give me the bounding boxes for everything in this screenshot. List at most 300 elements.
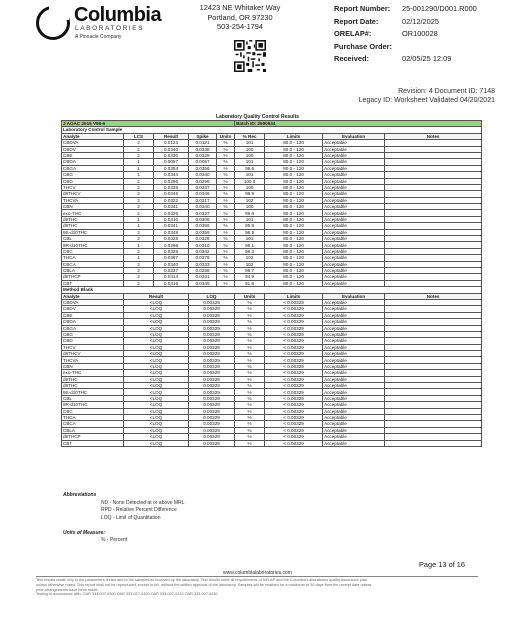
analyte-cell: CBCA: [62, 421, 124, 427]
units-cell: %: [217, 191, 235, 197]
evaluation-cell: Acceptable: [323, 421, 385, 427]
limit-high: 120: [296, 140, 304, 146]
limit-low: 80.0: [283, 153, 293, 159]
analyte-cell: d9THC: [62, 216, 124, 222]
loq-cell: 0.00329: [189, 427, 235, 433]
units-cell: %: [235, 299, 265, 305]
loq-cell: 0.00329: [189, 299, 235, 305]
lcs-cell: 1: [124, 255, 154, 261]
limits-cell: < 0.00329: [265, 389, 323, 395]
batch-id: Batch ID: 2500934: [235, 121, 482, 127]
lcs-cell: 2: [124, 140, 154, 146]
analyte-cell: exo-THC: [62, 370, 124, 376]
limits-cell: < 0.00329: [265, 395, 323, 401]
loq-cell: 0.00329: [189, 312, 235, 318]
limit-high: 120: [296, 172, 304, 178]
evaluation-cell: Acceptable: [323, 184, 385, 190]
limits-cell: < 0.00329: [265, 357, 323, 363]
units-cell: %: [235, 363, 265, 369]
recovery-cell: 100: [235, 184, 265, 190]
analyte-cell: THCVA: [62, 197, 124, 203]
units-cell: %: [235, 376, 265, 382]
analyte-cell: d8THCV: [62, 191, 124, 197]
analyte-cell: CBD: [62, 338, 124, 344]
units-item: % - Percent: [101, 537, 128, 543]
recovery-cell: 102: [235, 261, 265, 267]
units-cell: %: [217, 216, 235, 222]
result-cell: 0.0340: [154, 261, 189, 267]
limit-high: 120: [296, 191, 304, 197]
recovery-cell: 96.3: [235, 248, 265, 254]
result-cell: <LOQ: [124, 376, 189, 382]
evaluation-cell: Acceptable: [323, 165, 385, 171]
loq-cell: 0.00329: [189, 306, 235, 312]
recovery-cell: 100: [235, 152, 265, 158]
result-cell: 0.0057: [154, 159, 189, 165]
limit-high: 120: [296, 165, 304, 171]
units-cell: %: [235, 344, 265, 350]
result-cell: 0.0387: [154, 255, 189, 261]
units-cell: %: [235, 331, 265, 337]
spike-cell: 0.0340: [189, 172, 217, 178]
evaluation-cell: Acceptable: [323, 370, 385, 376]
disclaimer-line: Test results relate only to the parameters tested and to the samples as received by the laboratory. Test results meet all requirements of NELAP and the Columbia Laboratories quality assurance plan: [36, 578, 367, 582]
orelap-number: OR100028: [402, 29, 438, 39]
analyte-cell: CBD: [62, 178, 124, 184]
logo-name: Columbia: [74, 4, 162, 26]
evaluation-cell: Acceptable: [323, 236, 385, 242]
recovery-cell: 100: [235, 204, 265, 210]
purchase-order-label: Purchase Order:: [334, 41, 392, 51]
limits-cell: < 0.00329: [265, 306, 323, 312]
spike-cell: 0.0338: [189, 146, 217, 152]
orelap-label: ORELAP#:: [334, 29, 372, 39]
loq-cell: 0.00329: [189, 408, 235, 414]
loq-cell: 0.00329: [189, 351, 235, 357]
limit-low: 80.0: [283, 146, 293, 152]
footer-disclaimer: [36, 578, 482, 597]
evaluation-cell: Acceptable: [323, 261, 385, 267]
limit-high: 120: [296, 255, 304, 261]
limits-cell: 80.0 - 120: [265, 255, 323, 261]
analyte-cell: CBDVA: [62, 299, 124, 305]
analyte-cell: CBGA: [62, 165, 124, 171]
result-cell: 0.0326: [154, 210, 189, 216]
recovery-cell: 101: [235, 172, 265, 178]
units-cell: %: [217, 261, 235, 267]
limits-cell: 80.0 - 120: [265, 274, 323, 280]
limit-high: 120: [296, 236, 304, 242]
result-cell: 0.0346: [154, 191, 189, 197]
limits-cell: 80.0 - 120: [265, 229, 323, 235]
limit-low: 80.0: [283, 140, 293, 146]
units-cell: %: [217, 184, 235, 190]
analyte-cell: THCA: [62, 255, 124, 261]
address-phone: 503-254-1794: [216, 22, 264, 32]
units-cell: %: [235, 312, 265, 318]
evaluation-cell: Acceptable: [323, 248, 385, 254]
evaluation-cell: Acceptable: [323, 146, 385, 152]
units-cell: %: [217, 229, 235, 235]
result-cell: 0.0316: [154, 280, 189, 286]
lcs-section-title: Laboratory Control Sample: [62, 127, 482, 133]
result-cell: <LOQ: [124, 312, 189, 318]
limit-high: 120: [296, 248, 304, 254]
limit-low: 80.0: [283, 197, 293, 203]
spike-cell: 0.0296: [189, 178, 217, 184]
lcs-cell: 2: [124, 146, 154, 152]
lcs-cell: 2: [124, 274, 154, 280]
evaluation-cell: Acceptable: [323, 440, 385, 446]
received-date: 02/05/25 12:09: [402, 54, 452, 64]
spike-cell: 0.0329: [189, 152, 217, 158]
abbreviations-title: Abbreviations: [63, 492, 97, 498]
spike-cell: 0.0327: [189, 210, 217, 216]
result-cell: <LOQ: [124, 299, 189, 305]
spike-cell: 0.0310: [189, 242, 217, 248]
limits-cell: 80.0 - 120: [265, 210, 323, 216]
recovery-cell: 91.8: [235, 280, 265, 286]
units-cell: %: [217, 172, 235, 178]
limit-high: 120: [296, 261, 304, 267]
loq-cell: 0.00329: [189, 344, 235, 350]
analyte-cell: CBT: [62, 440, 124, 446]
units-cell: %: [217, 197, 235, 203]
analyte-cell: CBGA: [62, 325, 124, 331]
evaluation-cell: Acceptable: [323, 363, 385, 369]
recovery-cell: 100: [235, 146, 265, 152]
spike-cell: 0.0346: [189, 191, 217, 197]
lcs-cell: 2: [124, 280, 154, 286]
limit-high: 120: [296, 204, 304, 210]
analyte-cell: d9THC: [62, 376, 124, 382]
units-cell: %: [235, 338, 265, 344]
analyte-cell: CBE: [62, 152, 124, 158]
table-row: [62, 440, 482, 446]
spike-cell: 0.0345: [189, 280, 217, 286]
analyte-cell: 9R-d10THC: [62, 242, 124, 248]
spike-cell: 0.0317: [189, 197, 217, 203]
evaluation-cell: Acceptable: [323, 434, 385, 440]
limits-cell: < 0.00329: [265, 319, 323, 325]
limits-cell: 80.0 - 120: [265, 280, 323, 286]
units-cell: %: [217, 280, 235, 286]
report-info: [334, 3, 477, 66]
result-cell: <LOQ: [124, 389, 189, 395]
result-cell: 0.0123: [154, 140, 189, 146]
lcs-cell: 1: [124, 172, 154, 178]
units-cell: %: [217, 255, 235, 261]
result-cell: <LOQ: [124, 383, 189, 389]
limit-low: 80.0: [283, 185, 293, 190]
lcs-cell: 2: [124, 261, 154, 267]
limit-low: 80.0: [283, 236, 293, 242]
limits-cell: < 0.00329: [265, 325, 323, 331]
units-cell: %: [235, 414, 265, 420]
limits-cell: < 0.00329: [265, 331, 323, 337]
limits-cell: 80.0 - 120: [265, 172, 323, 178]
limits-cell: 80.0 - 120: [265, 159, 323, 165]
loq-cell: 0.00329: [189, 319, 235, 325]
evaluation-cell: Acceptable: [323, 197, 385, 203]
lcs-cell: 2: [124, 267, 154, 273]
limits-cell: 80.0 - 120: [265, 184, 323, 190]
units-cell: %: [235, 421, 265, 427]
recovery-cell: 101: [235, 216, 265, 222]
limit-low: 80.0: [283, 165, 293, 171]
analyte-cell: THCVA: [62, 357, 124, 363]
limit-high: 120: [296, 178, 304, 184]
units-cell: %: [217, 159, 235, 165]
analyte-cell: CBG: [62, 331, 124, 337]
evaluation-cell: Acceptable: [323, 395, 385, 401]
analyte-cell: CBDA: [62, 319, 124, 325]
limit-low: 80.0: [283, 229, 293, 235]
column-header: Analyte: [62, 133, 124, 139]
recovery-cell: 99.6: [235, 165, 265, 171]
analyte-cell: CBL: [62, 395, 124, 401]
units-cell: %: [235, 351, 265, 357]
page-number: Page 13 of 16: [419, 560, 466, 569]
column-header: LOQ: [189, 293, 235, 299]
limit-low: 80.0: [283, 261, 293, 267]
units-cell: %: [217, 223, 235, 229]
units-cell: %: [235, 427, 265, 433]
analyte-cell: CBDV: [62, 306, 124, 312]
units-cell: %: [217, 274, 235, 280]
recovery-cell: 101: [235, 236, 265, 242]
loq-cell: 0.00329: [189, 383, 235, 389]
qc-results-title: Laboratory Quality Control Results: [215, 114, 300, 120]
analyte-cell: CBN: [62, 204, 124, 210]
loq-cell: 0.00329: [189, 395, 235, 401]
limits-cell: 80.0 - 120: [265, 191, 323, 197]
limit-high: 120: [296, 153, 304, 159]
evaluation-cell: Acceptable: [323, 191, 385, 197]
limits-cell: 80.0 - 120: [265, 146, 323, 152]
spike-cell: 0.0359: [189, 229, 217, 235]
evaluation-cell: Acceptable: [323, 376, 385, 382]
abbreviation-item: RPD - Relative Percent Difference: [101, 507, 177, 514]
limit-high: 120: [296, 146, 304, 152]
units-cell: %: [217, 242, 235, 248]
limit-low: 80.0: [283, 255, 293, 261]
evaluation-cell: Acceptable: [323, 159, 385, 165]
result-cell: 0.0322: [154, 197, 189, 203]
loq-cell: 0.00329: [189, 414, 235, 420]
units-cell: %: [217, 165, 235, 171]
result-cell: 0.0341: [154, 223, 189, 229]
result-cell: <LOQ: [124, 344, 189, 350]
units-cell: %: [217, 236, 235, 242]
analyte-cell: CBDV: [62, 146, 124, 152]
units-title: Units of Measure:: [63, 530, 105, 536]
evaluation-cell: Acceptable: [323, 408, 385, 414]
loq-cell: 0.00329: [189, 402, 235, 408]
limits-cell: < 0.00329: [265, 363, 323, 369]
column-header: LCS: [124, 133, 154, 139]
limits-cell: 80.0 - 120: [265, 178, 323, 184]
limits-cell: 80.0 - 120: [265, 223, 323, 229]
analyte-cell: 9S-d10THC: [62, 229, 124, 235]
spike-cell: 0.0356: [189, 165, 217, 171]
logo-icon: [36, 6, 70, 40]
evaluation-cell: Acceptable: [323, 216, 385, 222]
recovery-cell: 99.9: [235, 191, 265, 197]
column-header: Result: [124, 293, 189, 299]
limit-high: 120: [296, 159, 304, 165]
lcs-cell: 2: [124, 178, 154, 184]
received-label: Received:: [334, 54, 369, 64]
lcs-cell: 2: [124, 229, 154, 235]
limits-cell: 80.0 - 120: [265, 165, 323, 171]
evaluation-cell: Acceptable: [323, 306, 385, 312]
analyte-cell: d8THC: [62, 223, 124, 229]
result-cell: 0.0354: [154, 165, 189, 171]
recovery-cell: 99.7: [235, 267, 265, 273]
evaluation-cell: Acceptable: [323, 312, 385, 318]
evaluation-cell: Acceptable: [323, 255, 385, 261]
units-cell: %: [235, 434, 265, 440]
column-header: Notes: [385, 133, 482, 139]
spike-cell: 0.0306: [189, 216, 217, 222]
evaluation-cell: Acceptable: [323, 274, 385, 280]
spike-cell: 0.0326: [189, 236, 217, 242]
spike-cell: 0.0057: [189, 159, 217, 165]
evaluation-cell: Acceptable: [323, 351, 385, 357]
limit-low: 80.0: [283, 242, 293, 248]
limits-cell: 80.0 - 120: [265, 261, 323, 267]
limits-cell: < 0.00329: [265, 421, 323, 427]
column-header: Evaluation: [323, 293, 385, 299]
evaluation-cell: Acceptable: [323, 414, 385, 420]
limits-cell: < 0.00329: [265, 434, 323, 440]
evaluation-cell: Acceptable: [323, 223, 385, 229]
limit-low: 80.0: [283, 268, 293, 274]
report-date-label: Report Date:: [334, 16, 379, 26]
units-cell: %: [235, 306, 265, 312]
evaluation-cell: Acceptable: [323, 319, 385, 325]
spike-cell: 0.0331: [189, 274, 217, 280]
limit-low: 80.0: [283, 210, 293, 216]
recovery-cell: 101: [235, 140, 265, 146]
result-cell: 0.0341: [154, 204, 189, 210]
result-cell: <LOQ: [124, 440, 189, 446]
evaluation-cell: Acceptable: [323, 299, 385, 305]
analyte-cell: THCV: [62, 344, 124, 350]
limit-high: 120: [296, 216, 304, 222]
limits-cell: < 0.00329: [265, 351, 323, 357]
result-cell: 0.0296: [154, 178, 189, 184]
evaluation-cell: Acceptable: [323, 280, 385, 286]
evaluation-cell: Acceptable: [323, 427, 385, 433]
spike-cell: 0.0340: [189, 204, 217, 210]
evaluation-cell: Acceptable: [323, 383, 385, 389]
evaluation-cell: Acceptable: [323, 229, 385, 235]
limits-cell: < 0.00329: [265, 370, 323, 376]
limit-high: 120: [296, 229, 304, 235]
limits-cell: < 0.00329: [265, 402, 323, 408]
evaluation-cell: Acceptable: [323, 344, 385, 350]
loq-cell: 0.00329: [189, 370, 235, 376]
loq-cell: 0.00329: [189, 338, 235, 344]
analyte-cell: CBC: [62, 408, 124, 414]
spike-cell: 0.0338: [189, 267, 217, 273]
units-cell: %: [235, 370, 265, 376]
abbreviations-list: [101, 500, 184, 522]
limit-low: 80.0: [283, 274, 293, 280]
result-cell: <LOQ: [124, 331, 189, 337]
evaluation-cell: Acceptable: [323, 204, 385, 210]
result-cell: <LOQ: [124, 351, 189, 357]
loq-cell: 0.00329: [189, 421, 235, 427]
limits-cell: < 0.00329: [265, 440, 323, 446]
column-header: % Rec: [235, 133, 265, 139]
limits-cell: 80.0 - 120: [265, 197, 323, 203]
analyte-cell: d8THCP: [62, 274, 124, 280]
loq-cell: 0.00329: [189, 363, 235, 369]
evaluation-cell: Acceptable: [323, 338, 385, 344]
limit-low: 80.0: [283, 191, 293, 197]
column-header: Limits: [265, 133, 323, 139]
spike-cell: 0.0121: [189, 140, 217, 146]
result-cell: 0.0348: [154, 229, 189, 235]
limits-cell: 80.0 - 120: [265, 242, 323, 248]
units-cell: %: [217, 204, 235, 210]
limits-cell: 80.0 - 120: [265, 152, 323, 158]
limit-high: 120: [296, 242, 304, 248]
lcs-cell: 1: [124, 242, 154, 248]
loq-cell: 0.00329: [189, 389, 235, 395]
units-cell: %: [217, 140, 235, 146]
lcs-cell: 1: [124, 159, 154, 165]
report-number: 25-001290/D001.R000: [402, 4, 477, 13]
analyte-cell: CBCA: [62, 261, 124, 267]
evaluation-cell: Acceptable: [323, 389, 385, 395]
limit-low: 80.0: [283, 159, 293, 165]
disclaimer-line: prior arrangements have been made.: [36, 587, 99, 592]
legacy-id-line: Legacy ID: Worksheet Validated 04/20/2021: [358, 97, 495, 105]
report-number-label: Report Number:: [334, 4, 391, 13]
limit-low: 80.0: [283, 216, 293, 222]
column-header: Result: [154, 133, 189, 139]
evaluation-cell: Acceptable: [323, 172, 385, 178]
logo-company: A Pinnacle Company: [75, 34, 122, 40]
units-cell: %: [217, 146, 235, 152]
disclaimer-line: Testing in accordance with: OAR 333-007-0300 OAR 333-007-0400 OAR 333-007-0410 OAR 333-007-0430: [36, 592, 218, 597]
limits-cell: 80.0 - 120: [265, 236, 323, 242]
limit-low: 80.0: [283, 172, 293, 178]
units-cell: %: [217, 248, 235, 254]
evaluation-cell: Acceptable: [323, 325, 385, 331]
column-header: Evaluation: [323, 133, 385, 139]
limits-cell: < 0.00329: [265, 383, 323, 389]
lcs-cell: 2: [124, 152, 154, 158]
address-line1: 12423 NE Whitaker Way: [199, 3, 281, 12]
analyte-cell: 9S-d10THC: [62, 389, 124, 395]
limit-high: 120: [296, 280, 304, 286]
result-cell: <LOQ: [124, 338, 189, 344]
column-header: Limits: [265, 293, 323, 299]
result-cell: <LOQ: [124, 427, 189, 433]
result-cell: 0.0329: [154, 248, 189, 254]
loq-cell: 0.00329: [189, 357, 235, 363]
recovery-cell: 99.6: [235, 210, 265, 216]
analyte-cell: CBN: [62, 363, 124, 369]
footer-divider: [36, 576, 478, 577]
evaluation-cell: Acceptable: [323, 152, 385, 158]
abbreviation-item: ND - None Detected at or above MRL: [101, 500, 185, 506]
